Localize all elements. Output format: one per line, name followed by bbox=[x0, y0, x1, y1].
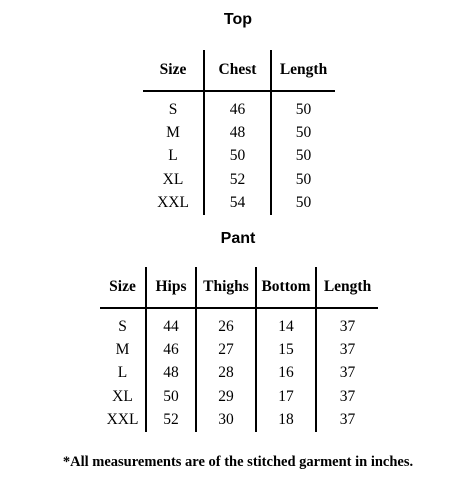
pant-size-table bbox=[100, 267, 378, 432]
size-cell: XL bbox=[143, 168, 204, 191]
table-row bbox=[100, 338, 378, 361]
table-row bbox=[143, 91, 335, 121]
thighs-cell: 27 bbox=[196, 338, 256, 361]
size-cell: M bbox=[100, 338, 146, 361]
size-cell: XXL bbox=[100, 409, 146, 432]
length-cell: 50 bbox=[295, 124, 312, 142]
thighs-cell: 30 bbox=[196, 409, 256, 432]
size-cell: S bbox=[143, 91, 204, 121]
hips-cell: 48 bbox=[146, 362, 196, 385]
column-header-length: Length bbox=[316, 267, 378, 308]
hips-cell: 50 bbox=[146, 385, 196, 408]
chest-cell: 48 bbox=[204, 121, 271, 144]
thighs-cell: 26 bbox=[196, 308, 256, 338]
table-row bbox=[100, 385, 378, 408]
size-cell: XL bbox=[100, 385, 146, 408]
table-row bbox=[143, 168, 335, 191]
bottom-cell: 17 bbox=[256, 385, 316, 408]
column-header-length: Length bbox=[271, 50, 335, 91]
table-row bbox=[100, 362, 378, 385]
chest-cell: 54 bbox=[204, 192, 271, 215]
length-cell: 50 bbox=[295, 100, 312, 118]
length-cell: 37 bbox=[339, 317, 356, 335]
hips-cell: 44 bbox=[146, 308, 196, 338]
table-row bbox=[143, 192, 335, 215]
hips-cell: 52 bbox=[146, 409, 196, 432]
bottom-cell: 18 bbox=[256, 409, 316, 432]
chest-cell: 50 bbox=[204, 145, 271, 168]
size-cell: XXL bbox=[143, 192, 204, 215]
pant-section-title: Pant bbox=[220, 230, 256, 247]
length-cell: 50 bbox=[295, 194, 312, 212]
bottom-cell: 14 bbox=[256, 308, 316, 338]
length-cell: 37 bbox=[339, 364, 356, 382]
top-section-title: Top bbox=[223, 11, 253, 28]
size-cell: S bbox=[100, 308, 146, 338]
length-cell: 50 bbox=[295, 147, 312, 165]
column-header-thighs: Thighs bbox=[196, 267, 256, 308]
hips-cell: 46 bbox=[146, 338, 196, 361]
size-cell: L bbox=[143, 145, 204, 168]
thighs-cell: 28 bbox=[196, 362, 256, 385]
size-cell: M bbox=[143, 121, 204, 144]
length-cell: 37 bbox=[339, 387, 356, 405]
measurement-footnote: *All measurements are of the stitched garment in inches. bbox=[62, 454, 414, 470]
column-header-size: Size bbox=[143, 50, 204, 91]
thighs-cell: 29 bbox=[196, 385, 256, 408]
top-size-table bbox=[143, 50, 335, 215]
size-cell: L bbox=[100, 362, 146, 385]
length-cell: 37 bbox=[339, 341, 356, 359]
column-header-hips: Hips bbox=[146, 267, 196, 308]
table-header-row bbox=[143, 50, 335, 91]
bottom-cell: 15 bbox=[256, 338, 316, 361]
bottom-cell: 16 bbox=[256, 362, 316, 385]
table-row bbox=[143, 121, 335, 144]
table-row bbox=[143, 145, 335, 168]
table-row bbox=[100, 409, 378, 432]
table-header-row bbox=[100, 267, 378, 308]
column-header-size: Size bbox=[100, 267, 146, 308]
chest-cell: 46 bbox=[204, 91, 271, 121]
column-header-chest: Chest bbox=[204, 50, 271, 91]
length-cell: 37 bbox=[339, 411, 356, 429]
column-header-bottom: Bottom bbox=[256, 267, 316, 308]
length-cell: 50 bbox=[295, 170, 312, 188]
table-row bbox=[100, 308, 378, 338]
chest-cell: 52 bbox=[204, 168, 271, 191]
